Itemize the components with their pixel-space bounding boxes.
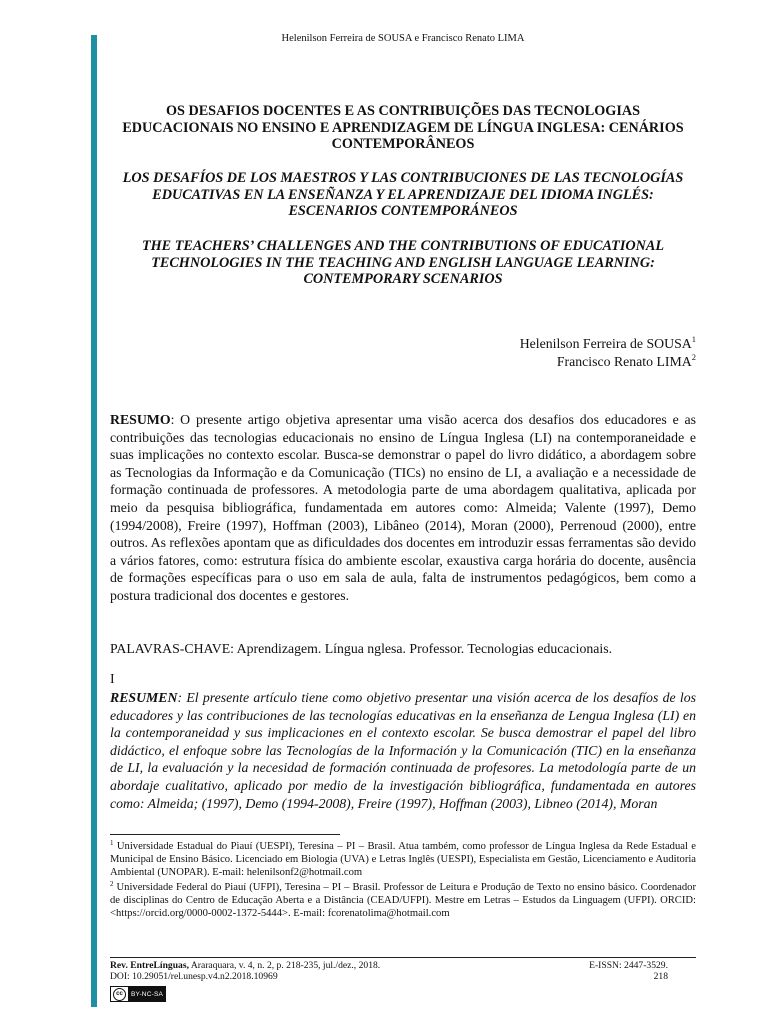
author-2 xyxy=(520,353,696,371)
footer-eissn: E-ISSN: 2447-3529. xyxy=(589,960,668,971)
running-header: Helenilson Ferreira de SOUSA e Francisco Renato LIMA xyxy=(281,33,525,44)
title-spanish: LOS DESAFÍOS DE LOS MAESTROS Y LAS CONTRIBUCIONES DE LAS TECNOLOGÍAS EDUCATIVAS EN LA ENSEÑANZA Y EL APRENDIZAJE DEL IDIOMA INGLÉS: ESCENARIOS CONTEMPORÁNEOS xyxy=(122,170,684,219)
keywords-palavras-chave xyxy=(110,640,696,658)
resumo-text: : O presente artigo objetiva apresentar uma visão acerca dos desafios dos educadores e as contribuições das tecnologias educacionais no ensino de Língua Inglesa (LI) na contemporaneidade e suas implicações no contexto escolar. Busca-se demonstrar o papel do livro didático, a abordagem sobre as Tecnologias da Informação e da Comunicação (TICs) no ensino de LI, a avaliação e a necessidade de formação continuada de professores. A metodologia parte de uma abordagem qualitativa, aplicada por meio da pesquisa bibliográfica, fundamentada em autores como: Almeida; Valente (1997), Demo (1994/2008), Freire (1997), Hoffman (2003), Libâneo (2014), Moran (2000), Perrenoud (2000), entre outros. As reflexões apontam que as dificuldades dos docentes em introduzir essas ferramentas são devido a vários fatores, como: estrutura física do ambiente escolar, exaustiva carga horária do docente, ausência de formações específicas para o uso em sala de aula, falta de instrumentos pedagógicos, bem como a postura tradicional dos docentes e gestores. xyxy=(110,412,696,603)
footnote-text: Universidade Federal do Piauí (UFPI), Teresina – PI – Brasil. Professor de Leitura e Produção de Texto no ensino básico. Coordenador de disciplinas do Centro de Educação Aberta e a Distância (CEAD/UFPI). Mestre em Letras – Estudos da Linguagem (UFPI). ORCID: <https://orcid.org/0000-0002-1372-5444>. E-mail: fcorenatolima@hotmail.com xyxy=(110,881,696,920)
author-1 xyxy=(520,335,696,353)
license-text: BY-NC-SA xyxy=(129,987,165,1001)
footnote-mark[interactable]: 1 xyxy=(691,334,696,344)
footnote-1 xyxy=(110,840,696,880)
keywords-text: : Aprendizagem. Língua nglesa. Professor. Tecnologias educacionais. xyxy=(230,641,613,656)
abstract-resumo xyxy=(110,411,696,605)
author-list xyxy=(520,335,696,371)
resumo-label: RESUMO xyxy=(110,412,171,427)
footer-citation xyxy=(110,960,380,971)
footer-doi[interactable]: DOI: 10.29051/rel.unesp.v4.n2.2018.10969 xyxy=(110,971,278,983)
footnote-mark[interactable]: 2 xyxy=(691,352,696,362)
page-footer xyxy=(110,960,696,983)
footnote-2 xyxy=(110,881,696,921)
footnote-divider xyxy=(110,834,340,835)
title-portuguese: OS DESAFIOS DOCENTES E AS CONTRIBUIÇÕES DAS TECNOLOGIAS EDUCACIONAIS NO ENSINO E APRENDIZAGEM DE LÍNGUA INGLESA: CENÁRIOS CONTEMPORÂNEOS xyxy=(122,103,684,152)
sidebar-accent-bar xyxy=(91,35,97,1007)
page-number: 218 xyxy=(653,971,668,983)
title-english: THE TEACHERS’ CHALLENGES AND THE CONTRIBUTIONS OF EDUCATIONAL TECHNOLOGIES IN THE TEACHING AND ENGLISH LANGUAGE LEARNING: CONTEMPORARY SCENARIOS xyxy=(141,238,664,287)
footnote-mark: 1 xyxy=(110,839,114,847)
footer-divider xyxy=(110,957,696,958)
resumen-text: : El presente artículo tiene como objetivo presentar una visión acerca de los desafíos de los educadores y las contribuciones de las tecnologías educativas en la enseñanza de Lengua Inglesa (LI) en la contemporaneidad y sus implicaciones en el contexto escolar. Se busca demostrar el papel del libro didáctico, el enfoque sobre las Tecnologías de la Información y la Comunicación (TIC) en la enseñanza de LI, la evaluación y la necesidad de formación continuada de profesores. La metodología parte de un abordaje cualitativo, aplicado por medio de la investigación bibliográfica, fundamentada en autores como: Almeida; (1997), Demo (1994-2008), Freire (1997), Hoffman (2003), Libneo (2014), Moran xyxy=(110,690,696,811)
author-name: Helenilson Ferreira de SOUSA xyxy=(519,336,692,351)
author-name: Francisco Renato LIMA xyxy=(556,354,692,369)
keywords-label: PALAVRAS-CHAVE xyxy=(110,641,231,656)
cc-icon: cc xyxy=(111,987,129,1001)
cc-license-badge[interactable] xyxy=(110,986,166,1002)
footnote-mark: 2 xyxy=(110,879,114,888)
journal-name: Rev. EntreLínguas, xyxy=(110,960,189,971)
citation-text: Araraquara, v. 4, n. 2, p. 218-235, jul./dez., 2018. xyxy=(188,960,381,971)
footnote-text: Universidade Estadual do Piauí (UESPI), Teresina – PI – Brasil. Atua também, como professor de Língua Inglesa da Rede Estadual e Municipal de Ensino Básico. Licenciado em Biologia (UVA) e Letras Inglês (UESPI), Especialista em Gestão, Licenciamento e Auditoria Ambiental (UNOPAR). E-mail: helenilsonf2@hotmail.com xyxy=(110,841,696,879)
footnotes xyxy=(110,840,696,921)
resumen-label: RESUMEN xyxy=(110,690,178,705)
stray-character: I xyxy=(110,671,115,686)
abstract-resumen xyxy=(110,689,696,812)
